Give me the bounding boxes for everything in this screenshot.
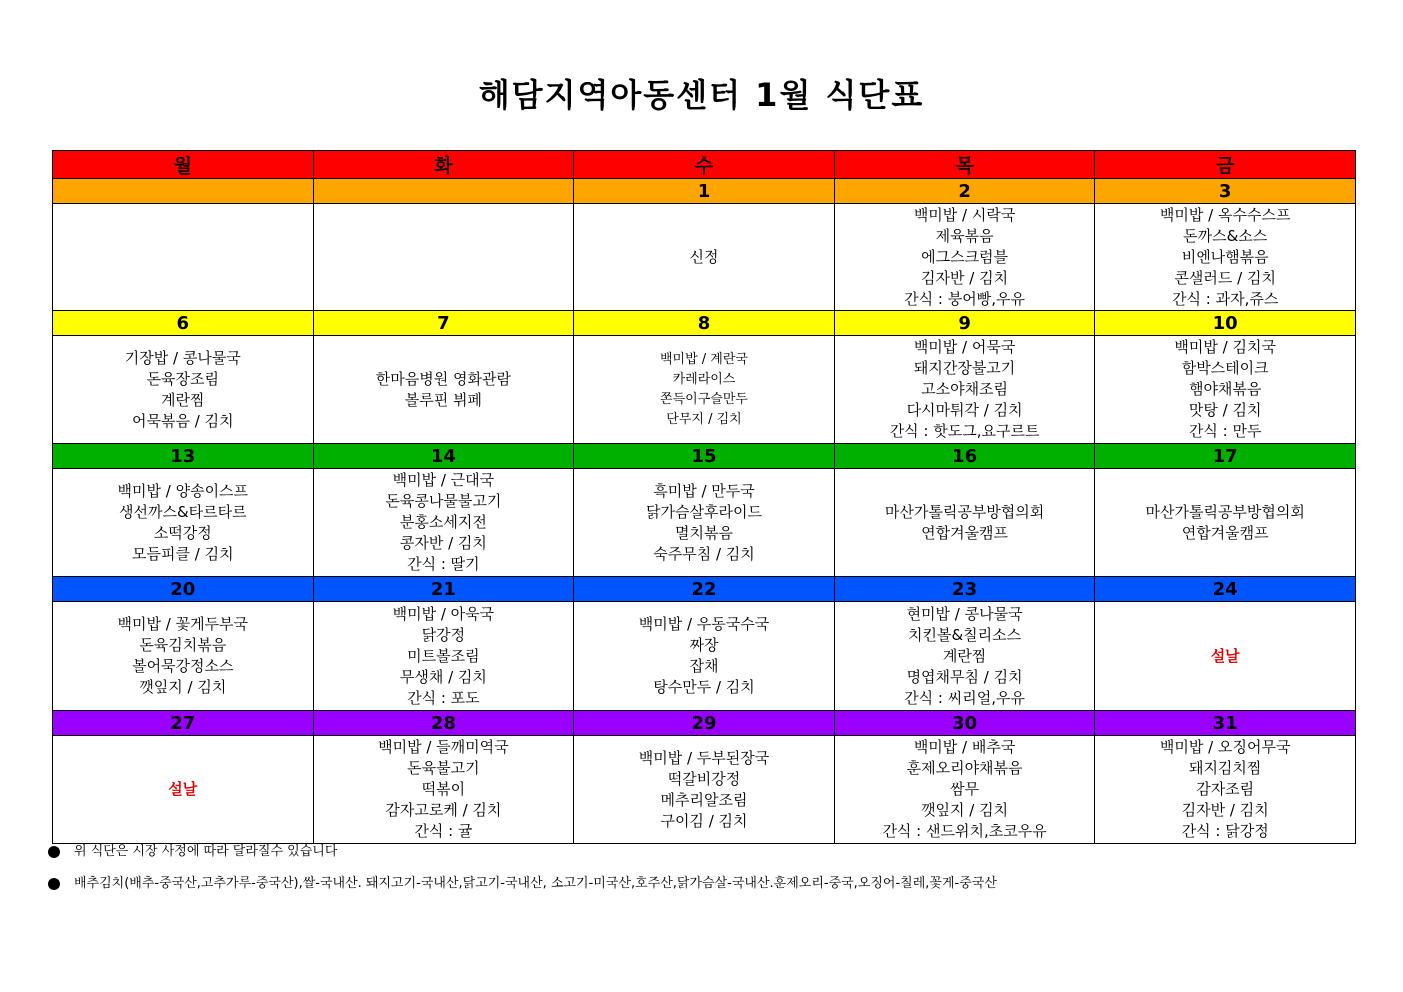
date-cell: 13 <box>53 444 314 469</box>
menu-item: 돈까스&소스 <box>1183 226 1268 245</box>
date-cell: 15 <box>574 444 835 469</box>
menu-item: 마산가톨릭공부방협의회 <box>884 502 1045 521</box>
menu-item: 한마음병원 영화관람 <box>375 369 511 388</box>
menu-cell <box>1095 204 1356 311</box>
menu-row <box>53 336 1356 444</box>
date-cell: 9 <box>834 311 1095 336</box>
menu-item: 닭강정 <box>421 625 466 644</box>
weekday-header: 금 <box>1095 151 1356 179</box>
menu-cell <box>574 602 835 711</box>
menu-item: 볼루핀 뷔페 <box>404 390 482 409</box>
menu-item: 제육볶음 <box>935 226 994 245</box>
menu-item: 백미밥 / 들깨미역국 <box>378 738 509 756</box>
date-cell: 22 <box>574 577 835 602</box>
menu-item: 숙주무침 / 김치 <box>653 544 755 563</box>
menu-item: 탕수만두 / 김치 <box>653 678 755 696</box>
menu-cell <box>313 204 574 311</box>
menu-item: 간식 : 딸기 <box>407 555 480 573</box>
menu-item: 소떡강정 <box>153 523 212 542</box>
notes <box>48 842 997 906</box>
page-title: 해담지역아동센터 1월 식단표 <box>478 76 925 114</box>
weekday-header: 화 <box>313 151 574 179</box>
menu-item: 다시마튀각 / 김치 <box>906 401 1023 419</box>
menu-item: 깻잎지 / 김치 <box>921 801 1009 819</box>
date-row <box>53 311 1356 336</box>
menu-item: 마산가톨릭공부방협의회 <box>1145 502 1305 521</box>
menu-item: 모듬피클 / 김치 <box>132 544 234 563</box>
menu-item: 멸치볶음 <box>675 523 733 542</box>
menu-item: 햄야채볶음 <box>1188 380 1262 398</box>
menu-cell <box>1095 736 1356 844</box>
menu-item: 돼지간장불고기 <box>913 359 1016 377</box>
date-cell: 10 <box>1095 311 1356 336</box>
menu-item: 백미밥 / 시락국 <box>913 205 1016 224</box>
menu-item: 백미밥 / 양송이스프 <box>117 481 249 500</box>
menu-item: 신정 <box>689 247 719 266</box>
menu-item: 설날 <box>168 780 198 798</box>
note-text: 위 식단은 시장 사정에 따라 달라질수 있습니다 <box>74 844 338 859</box>
menu-cell <box>53 602 314 711</box>
menu-cell <box>313 469 574 577</box>
menu-item: 간식 : 귤 <box>414 822 473 840</box>
menu-item: 콩자반 / 김치 <box>399 534 487 552</box>
date-cell: 3 <box>1095 179 1356 204</box>
menu-cell <box>1095 469 1356 577</box>
menu-item: 백미밥 / 꽃게두부국 <box>117 615 249 633</box>
menu-item: 간식 : 만두 <box>1188 422 1262 440</box>
menu-cell <box>313 736 574 844</box>
date-cell: 17 <box>1095 444 1356 469</box>
menu-item: 간식 : 과자,쥬스 <box>1172 289 1279 308</box>
menu-item: 볼어묵강정소스 <box>132 657 234 675</box>
menu-cell <box>574 469 835 577</box>
menu-row <box>53 204 1356 311</box>
menu-item: 구이김 / 김치 <box>660 811 748 830</box>
date-row <box>53 179 1356 204</box>
menu-item: 간식 : 씨리얼,우유 <box>904 688 1025 707</box>
menu-item: 백미밥 / 근대국 <box>392 471 495 489</box>
date-cell: 31 <box>1095 711 1356 736</box>
menu-item: 설날 <box>1210 646 1240 665</box>
menu-item: 돈육장조림 <box>146 369 220 388</box>
date-cell: 20 <box>53 577 314 602</box>
date-row <box>53 577 1356 602</box>
menu-table <box>52 150 1356 844</box>
menu-item: 떡볶이 <box>421 780 466 798</box>
menu-row <box>53 736 1356 844</box>
menu-cell <box>834 336 1095 444</box>
menu-item: 비엔나햄볶음 <box>1181 247 1269 266</box>
menu-cell <box>574 336 835 444</box>
menu-item: 계란찜 <box>161 390 205 409</box>
bullet-icon <box>48 878 60 890</box>
date-cell: 2 <box>834 179 1095 204</box>
menu-item: 메추리알조림 <box>660 790 748 809</box>
menu-item: 잡채 <box>689 657 719 675</box>
menu-item: 돈육김치볶음 <box>139 636 227 654</box>
menu-item: 떡갈비강정 <box>667 769 741 788</box>
menu-cell <box>53 336 314 444</box>
weekday-header: 수 <box>574 151 835 179</box>
menu-item: 계란찜 <box>942 646 987 665</box>
menu-item: 쫀득이구슬만두 <box>660 391 748 407</box>
date-cell: 28 <box>313 711 574 736</box>
menu-item: 짜장 <box>689 636 719 654</box>
date-row <box>53 444 1356 469</box>
menu-item: 백미밥 / 배추국 <box>913 738 1016 756</box>
menu-item: 연합겨울캠프 <box>1181 523 1269 542</box>
note-text: 배추김치(배추-중국산,고추가루-중국산),쌀-국내산. 돼지고기-국내산,닭고기-국내산, 소고기-미국산,호주산,닭가슴살-국내산.훈제오리-중국,오징어-칠레,꽃게-중국산 <box>74 876 997 891</box>
date-row <box>53 711 1356 736</box>
menu-item: 단무지 / 김치 <box>666 411 742 427</box>
date-cell: 27 <box>53 711 314 736</box>
date-cell <box>313 179 574 204</box>
menu-item: 백미밥 / 우동국수국 <box>638 615 770 633</box>
menu-item: 돈육콩나물불고기 <box>385 492 502 510</box>
menu-item: 카레라이스 <box>672 371 736 387</box>
menu-item: 돈육불고기 <box>407 759 480 777</box>
menu-item: 연합겨울캠프 <box>921 523 1009 542</box>
menu-item: 백미밥 / 계란국 <box>659 351 748 367</box>
date-cell: 1 <box>574 179 835 204</box>
menu-item: 감자조림 <box>1196 780 1255 798</box>
menu-item: 간식 : 핫도그,요구르트 <box>889 422 1040 440</box>
menu-cell <box>834 204 1095 311</box>
menu-item: 백미밥 / 옥수수스프 <box>1159 205 1291 224</box>
menu-cell <box>834 602 1095 711</box>
menu-item: 백미밥 / 어묵국 <box>913 338 1016 356</box>
menu-item: 감자고로케 / 김치 <box>385 801 502 819</box>
menu-item: 김자반 / 김치 <box>921 268 1009 287</box>
menu-item: 백미밥 / 김치국 <box>1174 338 1276 356</box>
menu-item: 간식 : 붕어빵,우유 <box>904 289 1025 308</box>
menu-item: 김자반 / 김치 <box>1181 801 1269 819</box>
menu-cell <box>53 469 314 577</box>
date-cell: 23 <box>834 577 1095 602</box>
menu-cell <box>834 736 1095 844</box>
note-item <box>48 842 997 874</box>
menu-cell <box>313 602 574 711</box>
menu-item: 깻잎지 / 김치 <box>139 678 227 696</box>
menu-item: 무생채 / 김치 <box>399 667 487 686</box>
date-cell <box>53 179 314 204</box>
menu-item: 간식 : 포도 <box>407 688 480 707</box>
menu-item: 현미밥 / 콩나물국 <box>906 604 1023 623</box>
menu-item: 백미밥 / 오징어무국 <box>1159 738 1291 756</box>
menu-item: 생선까스&타르타르 <box>118 502 247 521</box>
menu-item: 돼지김치찜 <box>1188 759 1262 777</box>
menu-item: 에그스크럼블 <box>921 247 1009 266</box>
date-cell: 6 <box>53 311 314 336</box>
menu-cell <box>313 336 574 444</box>
menu-item: 미트볼조림 <box>407 646 480 665</box>
menu-item: 맛탕 / 김치 <box>1188 401 1262 419</box>
menu-item: 닭가슴살후라이드 <box>646 502 762 521</box>
menu-item: 분홍소세지전 <box>399 513 487 531</box>
menu-cell <box>1095 336 1356 444</box>
weekday-header: 월 <box>53 151 314 179</box>
menu-cell <box>574 736 835 844</box>
menu-table-body <box>53 151 1356 844</box>
date-cell: 29 <box>574 711 835 736</box>
bullet-icon <box>48 846 60 858</box>
menu-item: 명엽채무침 / 김치 <box>906 667 1023 686</box>
menu-cell <box>1095 602 1356 711</box>
menu-item: 쌈무 <box>950 780 980 798</box>
menu-row <box>53 602 1356 711</box>
menu-cell <box>574 204 835 311</box>
menu-cell <box>834 469 1095 577</box>
menu-item: 고소야채조림 <box>921 380 1009 398</box>
menu-item: 백미밥 / 아욱국 <box>392 604 495 623</box>
weekday-header: 목 <box>834 151 1095 179</box>
date-cell: 8 <box>574 311 835 336</box>
date-cell: 14 <box>313 444 574 469</box>
date-cell: 24 <box>1095 577 1356 602</box>
menu-cell <box>53 204 314 311</box>
menu-item: 백미밥 / 두부된장국 <box>638 748 770 767</box>
menu-item: 흑미밥 / 만두국 <box>653 481 755 500</box>
menu-item: 함박스테이크 <box>1181 359 1269 377</box>
menu-item: 어묵볶음 / 김치 <box>132 411 234 430</box>
note-item <box>48 874 997 906</box>
date-cell: 16 <box>834 444 1095 469</box>
weekday-header-row <box>53 151 1356 179</box>
date-cell: 30 <box>834 711 1095 736</box>
menu-item: 간식 : 닭강정 <box>1181 822 1269 840</box>
menu-item: 기장밥 / 콩나물국 <box>124 348 241 367</box>
menu-row <box>53 469 1356 577</box>
menu-item: 훈제오리야채볶음 <box>906 759 1023 777</box>
menu-cell <box>53 736 314 844</box>
date-cell: 7 <box>313 311 574 336</box>
menu-item: 치킨볼&칠리소스 <box>908 625 1022 644</box>
date-cell: 21 <box>313 577 574 602</box>
menu-item: 간식 : 샌드위치,초코우유 <box>882 822 1047 840</box>
menu-item: 콘샐러드 / 김치 <box>1174 268 1276 287</box>
